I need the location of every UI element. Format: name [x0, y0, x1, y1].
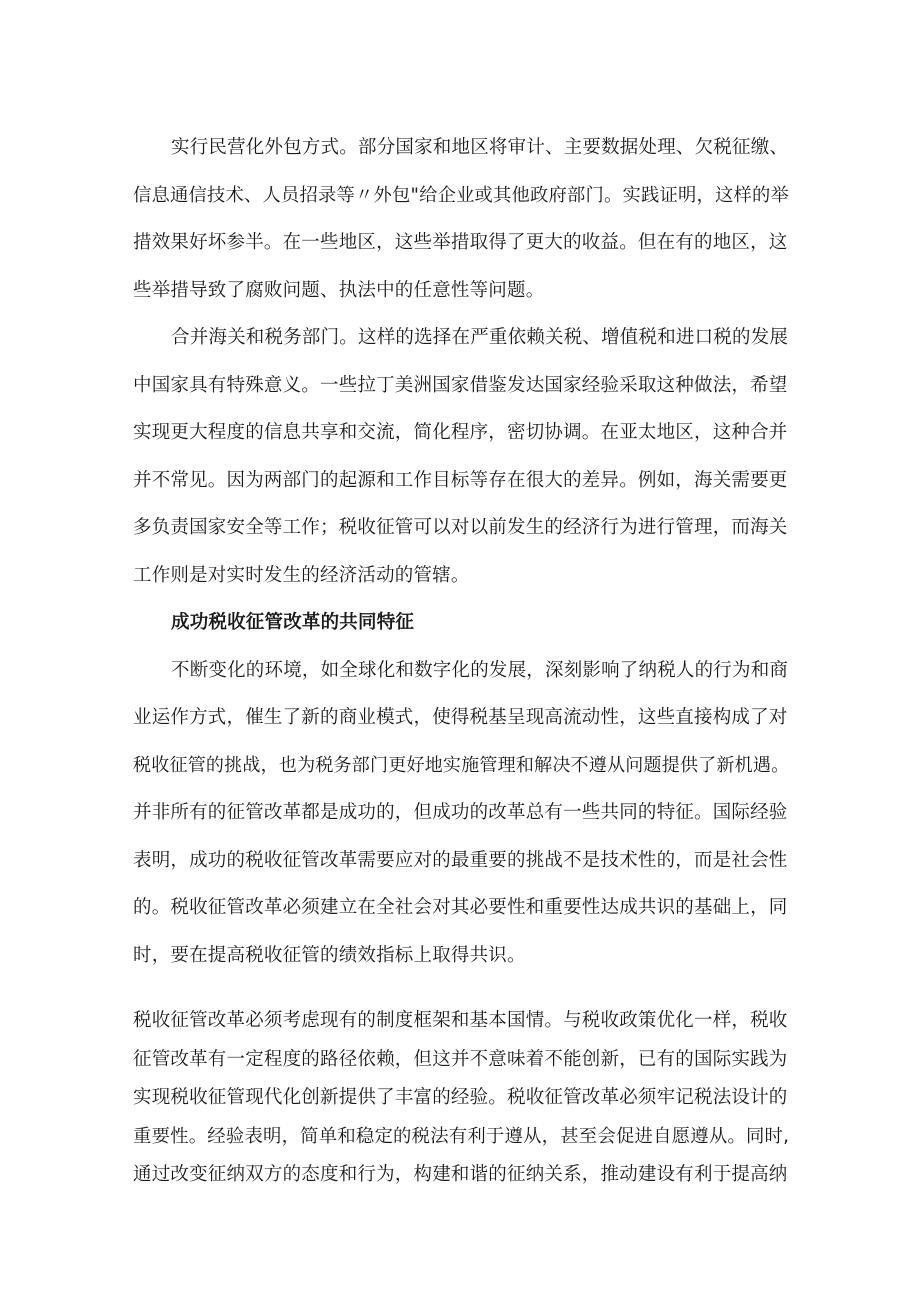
- paragraph-line: 措效果好坏参半。在一些地区，这些举措取得了更大的收益。但在有的地区，这: [133, 232, 788, 253]
- paragraph-line: 不断变化的环境，如全球化和数字化的发展，深刻影响了纳税人的行为和商: [171, 659, 789, 681]
- paragraph-line: 税收征管的挑战，也为税务部门更好地实施管理和解决不遵从问题提供了新机遇。: [133, 754, 790, 776]
- paragraph-line: 实行民营化外包方式。部分国家和地区将审计、主要数据处理、欠税征缴、: [171, 137, 789, 158]
- section-heading: [133, 599, 793, 647]
- paragraph-line: 业运作方式，催生了新的商业模式，使得税基呈现高流动性，这些直接构成了对: [133, 707, 788, 728]
- paragraph-line: 信息通信技术、人员招录等〃外包"给企业或其他政府部门。实践证明，这样的举: [133, 184, 790, 206]
- paragraph-line: 合并海关和税务部门。这样的选择在严重依赖关税、增值税和进口税的发展: [171, 327, 789, 348]
- paragraph-line: 实现更大程度的信息共享和交流，简化程序，密切协调。在亚太地区，这种合并: [133, 422, 788, 443]
- paragraph-institutional-framework: [133, 1002, 793, 1195]
- heading-text: 成功税收征管改革的共同特征: [171, 612, 415, 633]
- paragraph-line: 通过改变征纳双方的态度和行为，构建和谐的征纳关系，推动建设有利于提高纳: [133, 1164, 788, 1185]
- paragraph-outsourcing: [133, 124, 793, 314]
- paragraph-line: 的。税收征管改革必须建立在全社会对其必要性和重要性达成共识的基础上，同: [133, 897, 788, 918]
- paragraph-line: 重要性。经验表明，简单和稳定的税法有利于遵从，甚至会促进自愿遵从。同时,: [133, 1125, 790, 1147]
- paragraph-line: 税收征管改革必须考虑现有的制度框架和基本国情。与税收政策优化一样，税收: [133, 1010, 788, 1031]
- paragraph-line: 征管改革有一定程度的路径依赖，但这并不意味着不能创新，已有的国际实践为: [133, 1048, 788, 1070]
- paragraph-line: 多负责国家安全等工作；税收征管可以对以前发生的经济行为进行管理，而海关: [133, 517, 788, 538]
- paragraph-line: 时，要在提高税收征管的绩效指标上取得共识。: [133, 944, 526, 966]
- paragraph-line: 并非所有的征管改革都是成功的，但成功的改革总有一些共同的特征。国际经验: [133, 802, 788, 823]
- paragraph-line: 中国家具有特殊意义。一些拉丁美洲国家借鉴发达国家经验采取这种做法，希望: [133, 374, 788, 396]
- paragraph-line: 并不常见。因为两部门的起源和工作目标等存在很大的差异。例如，海关需要更: [133, 469, 788, 491]
- paragraph-environment: [133, 647, 793, 980]
- paragraph-line: 表明，成功的税收征管改革需要应对的最重要的挑战不是技术性的，而是社会性: [133, 849, 788, 871]
- document-body: [133, 124, 793, 979]
- paragraph-line: 实现税收征管现代化创新提供了丰富的经验。税收征管改革必须牢记税法设计的: [133, 1087, 788, 1108]
- paragraph-line: 些举措导致了腐败问题、执法中的任意性等问题。: [133, 279, 545, 301]
- paragraph-customs-merger: [133, 314, 793, 599]
- paragraph-line: 工作则是对实时发生的经济活动的管辖。: [133, 564, 470, 586]
